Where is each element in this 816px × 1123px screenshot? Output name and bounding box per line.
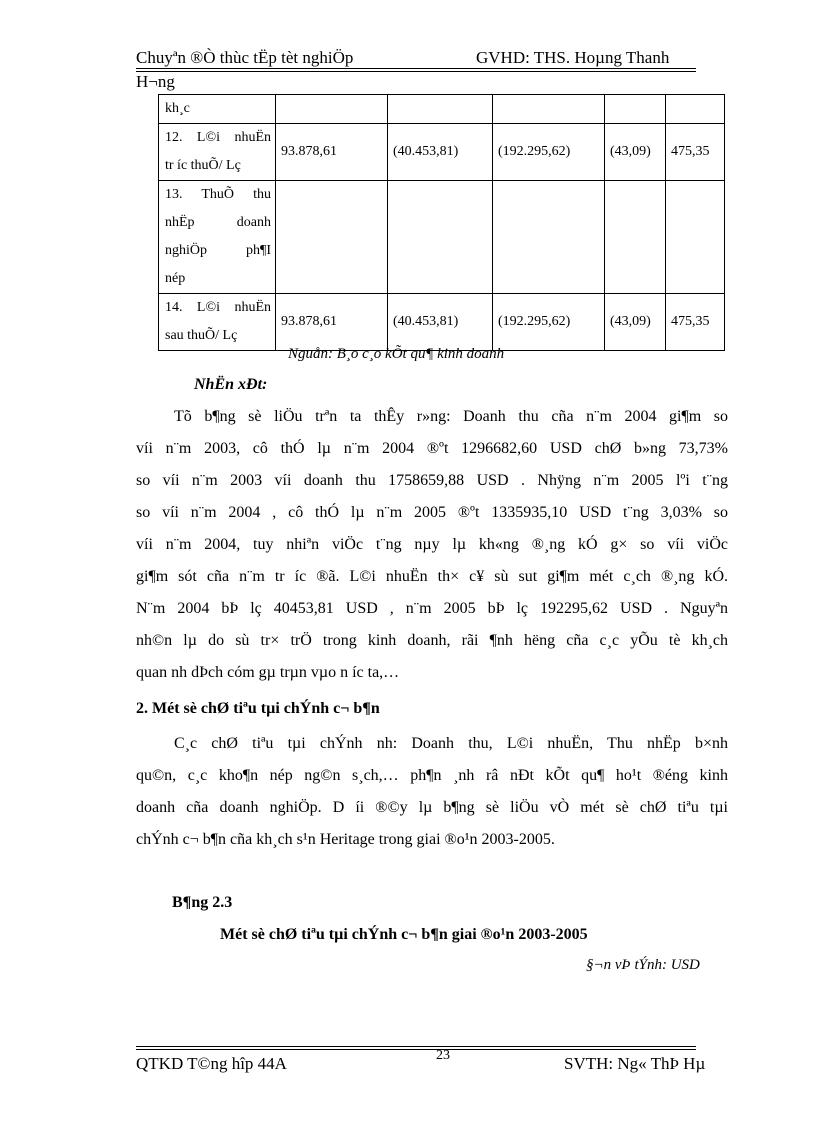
table-cell: (43,09) (605, 124, 666, 181)
row-label: 12. L©i nhuËn tr íc thuÕ/ Lç (159, 124, 276, 181)
table-cell: 475,35 (666, 124, 725, 181)
header-supervisor: GVHD: THS. Hoµng Thanh (476, 48, 670, 67)
unit-note: §¬n vÞ tÝnh: USD (586, 957, 700, 973)
table-row (159, 95, 725, 124)
page-number: 23 (436, 1048, 450, 1063)
table-row (159, 124, 725, 181)
section-title: 2. Mét sè chØ tiªu tµi chÝnh c¬ b¶n (136, 700, 380, 717)
table-cell (605, 95, 666, 124)
table-cell (388, 181, 493, 294)
comment-heading: NhËn xÐt: (194, 376, 268, 393)
table-cell (666, 181, 725, 294)
header-supervisor-wrap: H¬ng (136, 72, 175, 91)
header-rule-double (136, 71, 696, 72)
footer-class: QTKD T©ng hîp 44A (136, 1054, 287, 1073)
table-row (159, 181, 725, 294)
comment-paragraph: Tõ b¶ng sè liÖu trªn ta thÊy r»ng: Doanh thu cña n¨m 2004 gi¶m so víi n¨m 2003, cô thÓ lµ n¨m 2004 ®ºt 1296682,60 USD chØ b»ng 73,73% so víi n¨m 2003 víi doanh thu 1758659,88 USD . Nhÿng n¨m 2005 lºi t¨ng so víi n¨m 2004 , cô thÓ lµ n¨m 2005 ®ºt 1335935,10 USD t¨ng 3,03% so víi n¨m 2004, tuy nhiªn viÖc t¨ng nµy lµ kh«ng ®¸ng kÓ g× so víi viÖc gi¶m sót cña n¨m tr íc ®ã. L©i nhuËn th× c¥ sù sut gi¶m mét c¸ch ®¸ng kÓ. N¨m 2004 bÞ lç 40453,81 USD , n¨m 2005 bÞ lç 192295,62 USD . Nguyªn nh©n lµ do sù tr× trÖ trong kinh doanh, rãi ¶nh hëng cña c¸c yÕu tè kh¸ch quan nh dÞch cóm gµ trµn vµo n íc ta,… (136, 408, 728, 681)
table-cell (666, 95, 725, 124)
row-label: 13. ThuÕ thu nhËp doanh nghiÖp ph¶I nép (159, 181, 276, 294)
row-label: kh¸c (159, 95, 276, 124)
table-cell: (43,09) (605, 294, 666, 351)
table-title: Mét sè chØ tiªu tµi chÝnh c¬ b¶n giai ®o¹n 2003-2005 (220, 926, 588, 943)
table-cell: (40.453,81) (388, 294, 493, 351)
table-row (159, 294, 725, 351)
footer-rule (136, 1046, 696, 1047)
table-cell: 93.878,61 (276, 124, 388, 181)
indicators-paragraph: C¸c chØ tiªu tµi chÝnh nh: Doanh thu, L©i nhuËn, Thu nhËp b×nh qu©n, c¸c kho¶n nép ng©n s¸ch,… ph¶n ¸nh râ nÐt kÕt qu¶ ho¹t ®éng kinh doanh cña doanh nghiÖp. D íi ®©y lµ b¶ng sè liÖu vÒ mét sè chØ tiªu tµi chÝnh c¬ b¶n cña kh¸ch s¹n Heritage trong giai ®o¹n 2003-2005. (136, 735, 728, 848)
table-cell (276, 181, 388, 294)
header-rule (136, 68, 696, 69)
footer-rule-double (136, 1049, 696, 1050)
table-cell (493, 95, 605, 124)
table-cell: (192.295,62) (493, 124, 605, 181)
table-cell (388, 95, 493, 124)
table-source: Nguån: B¸o c¸o kÕt qu¶ kinh doanh (288, 346, 505, 362)
financial-table (158, 94, 725, 351)
table-cell (605, 181, 666, 294)
header-title: Chuyªn ®Ò thùc tËp tèt nghiÖp (136, 48, 354, 67)
footer-student: SVTH: Ng« ThÞ Hµ (564, 1054, 706, 1073)
table-cell: (192.295,62) (493, 294, 605, 351)
row-label: 14. L©i nhuËn sau thuÕ/ Lç (159, 294, 276, 351)
table-cell: (40.453,81) (388, 124, 493, 181)
table-cell (276, 95, 388, 124)
table-cell: 93.878,61 (276, 294, 388, 351)
table-cell (493, 181, 605, 294)
table-cell: 475,35 (666, 294, 725, 351)
table-label: B¶ng 2.3 (172, 894, 233, 911)
